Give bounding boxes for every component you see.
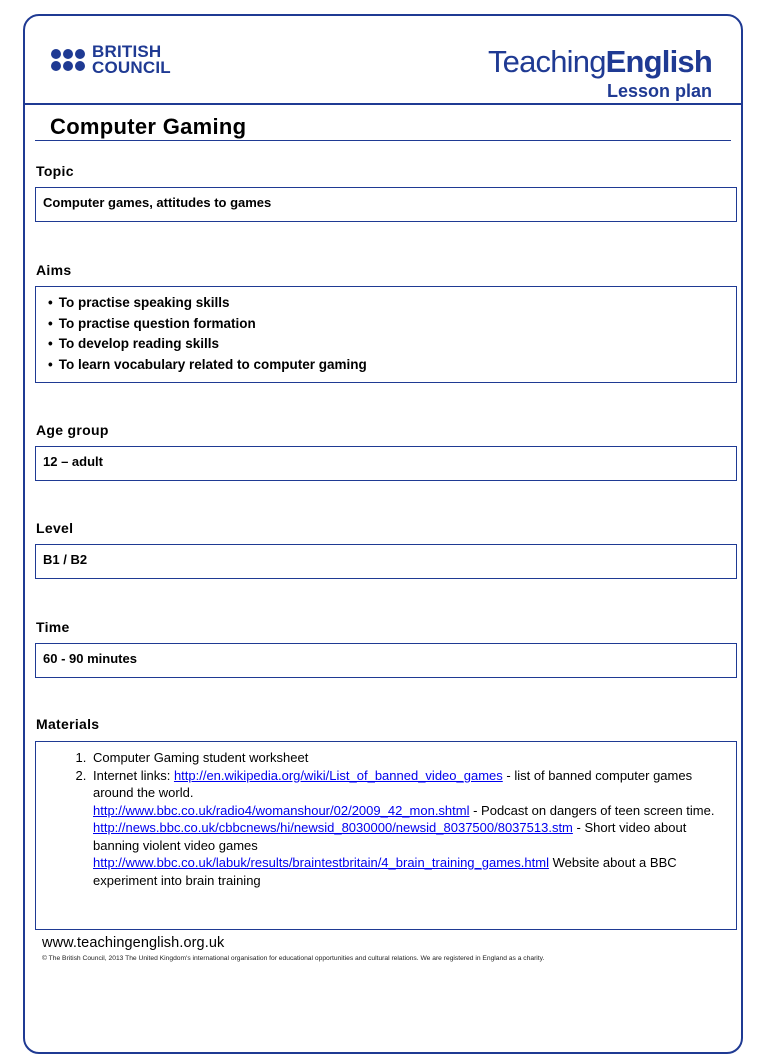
time-box (35, 643, 737, 678)
list-item: • To practise question formation (48, 314, 736, 335)
materials-list (36, 742, 736, 889)
brand-line-2: COUNCIL (92, 58, 171, 77)
page-title: Computer Gaming (50, 114, 247, 139)
aims-list (36, 287, 736, 375)
link-brain-training-desc: Website about a BBC experiment into brain training (93, 855, 677, 888)
material-item-1: Computer Gaming student worksheet (93, 750, 309, 765)
aims-box (35, 286, 737, 383)
internet-links-prefix: Internet links: (93, 767, 174, 783)
materials-label: Materials (36, 716, 100, 732)
list-item: • To learn vocabulary related to computer gaming (48, 355, 736, 376)
teaching-english-logo (488, 44, 712, 102)
list-item: • To practise speaking skills (48, 293, 736, 314)
list-item (90, 767, 736, 890)
header-divider (24, 103, 742, 105)
link-video-desc: - Short video about banning violent video games (93, 820, 687, 853)
lesson-plan-subtitle: Lesson plan (606, 81, 712, 101)
link-banned-games-desc: - list of banned computer games around the world. (93, 767, 693, 800)
time-value: 60 - 90 minutes (43, 651, 137, 666)
topic-value: Computer games, attitudes to games (43, 195, 272, 210)
link-banned-games[interactable]: http://en.wikipedia.org/wiki/List_of_banned_video_games (173, 767, 503, 783)
age-group-value: 12 – adult (43, 454, 103, 469)
list-item: • To develop reading skills (48, 334, 736, 355)
footer-legal: © The British Council, 2013 The United Kingdom's international organisation for educational opportunities and cultural relations. We are registered in England as a charity. (42, 955, 545, 962)
te-regular: Teaching (487, 44, 606, 79)
topic-label: Topic (36, 163, 74, 179)
link-video[interactable]: http://news.bbc.co.uk/cbbcnews/hi/newsid_8030000/newsid_8037500/8037513.stm (93, 820, 573, 835)
footer-url[interactable]: www.teachingenglish.org.uk (42, 935, 225, 951)
age-group-label: Age group (36, 422, 109, 438)
time-label: Time (36, 619, 70, 635)
age-group-box (35, 446, 737, 481)
level-label: Level (36, 520, 74, 536)
link-podcast-desc: - Podcast on dangers of teen screen time. (469, 802, 715, 818)
level-box (35, 544, 737, 579)
list-item (90, 749, 736, 767)
logo-dots-icon (51, 49, 85, 71)
brand-line-1: BRITISH (92, 42, 162, 61)
te-bold: English (605, 44, 712, 79)
topic-box (35, 187, 737, 222)
level-value: B1 / B2 (43, 552, 88, 567)
materials-box (35, 741, 737, 930)
link-brain-training[interactable]: http://www.bbc.co.uk/labuk/results/braintestbritain/4_brain_training_games.html (93, 855, 549, 870)
link-podcast[interactable]: http://www.bbc.co.uk/radio4/womanshour/02/2009_42_mon.shtml (93, 802, 470, 818)
aims-label: Aims (36, 262, 72, 278)
british-council-logo (51, 44, 171, 76)
title-divider (35, 140, 731, 141)
